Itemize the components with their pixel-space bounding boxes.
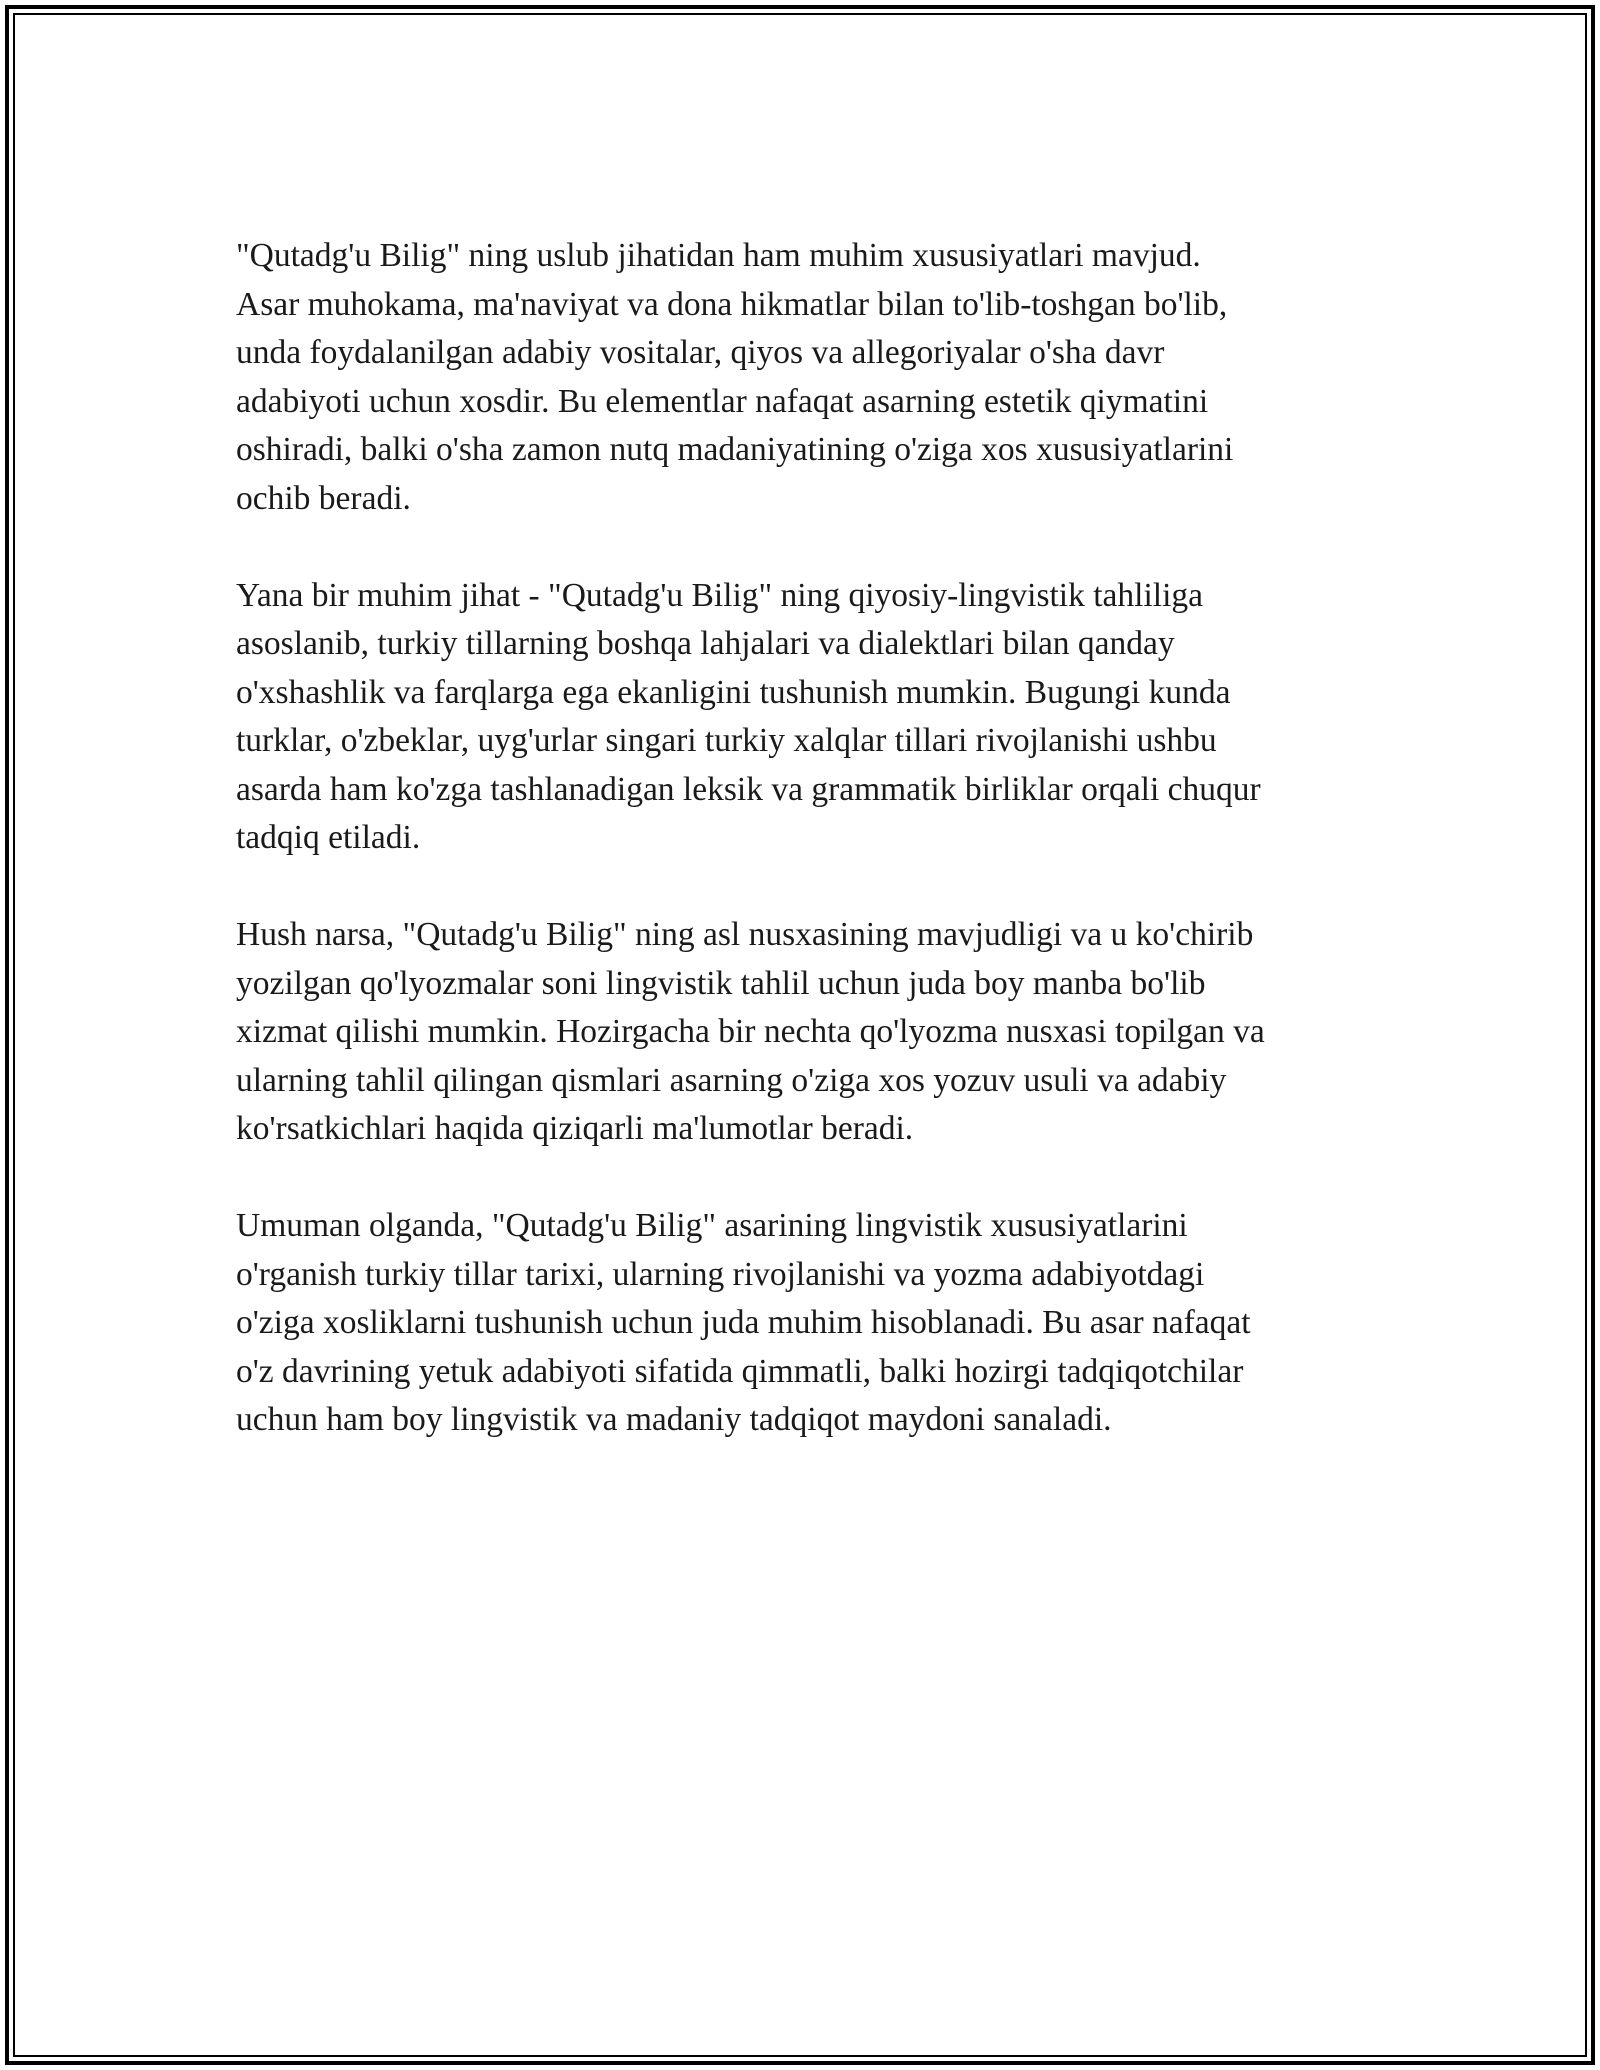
text-line: xizmat qilishi mumkin. Hozirgacha bir nechta qo'lyozma nusxasi topilgan va (236, 1013, 1265, 1050)
paragraph-comparative-analysis (236, 572, 1376, 863)
text-line: ochib beradi. (236, 479, 411, 517)
text-line: o'ziga xosliklarni tushunish uchun juda muhim hisoblanadi. Bu asar nafaqat (236, 1304, 1251, 1341)
text-line: tadqiq etiladi. (236, 819, 421, 856)
text-line: Asar muhokama, ma'naviyat va dona hikmatlar bilan to'lib-toshgan bo'lib, (236, 285, 1228, 323)
text-line: turklar, o'zbeklar, uyg'urlar singari turkiy xalqlar tillari rivojlanishi ushbu (236, 722, 1217, 759)
paragraph-manuscripts (236, 911, 1376, 1154)
text-line: unda foydalanilgan adabiy vositalar, qiyos va allegoriyalar o'sha davr (236, 334, 1165, 371)
text-line: uchun ham boy lingvistik va madaniy tadqiqot maydoni sanaladi. (236, 1401, 1112, 1438)
text-line: asoslanib, turkiy tillarning boshqa lahjalari va dialektlari bilan qanday (236, 625, 1175, 662)
text-line: yozilgan qo'lyozmalar soni lingvistik tahlil uchun juda boy manba bo'lib (236, 964, 1206, 1002)
text-line: o'z davrining yetuk adabiyoti sifatida qimmatli, balki hozirgi tadqiqotchilar (236, 1352, 1244, 1390)
paragraph-conclusion (236, 1202, 1376, 1445)
text-line: Hush narsa, "Qutadg'u Bilig" ning asl nusxasining mavjudligi va u ko'chirib (236, 916, 1254, 953)
text-line: ko'rsatkichlari haqida qiziqarli ma'lumotlar beradi. (236, 1110, 914, 1147)
text-line: Umuman olganda, "Qutadg'u Bilig" asarining lingvistik xususiyatlarini (236, 1207, 1188, 1244)
text-line: adabiyoti uchun xosdir. Bu elementlar nafaqat asarning estetik qiymatini (236, 382, 1209, 420)
text-line: asarda ham ko'zga tashlanadigan leksik va grammatik birliklar orqali chuqur (236, 770, 1261, 808)
text-line: "Qutadg'u Bilig" ning uslub jihatidan ham muhim xususiyatlari mavjud. (236, 237, 1201, 274)
paragraph-style (236, 232, 1376, 523)
text-line: Yana bir muhim jihat - "Qutadg'u Bilig" ning qiyosiy-lingvistik tahliliga (236, 576, 1204, 614)
text-line: oshiradi, balki o'sha zamon nutq madaniyatining o'ziga xos xususiyatlarini (236, 431, 1234, 468)
text-line: ularning tahlil qilingan qismlari asarning o'ziga xos yozuv usuli va adabiy (236, 1061, 1227, 1099)
text-line: o'xshashlik va farqlarga ega ekanligini tushunish mumkin. Bugungi kunda (236, 673, 1231, 711)
document-body (236, 232, 1376, 1493)
text-line: o'rganish turkiy tillar tarixi, ularning rivojlanishi va yozma adabiyotdagi (236, 1255, 1205, 1293)
